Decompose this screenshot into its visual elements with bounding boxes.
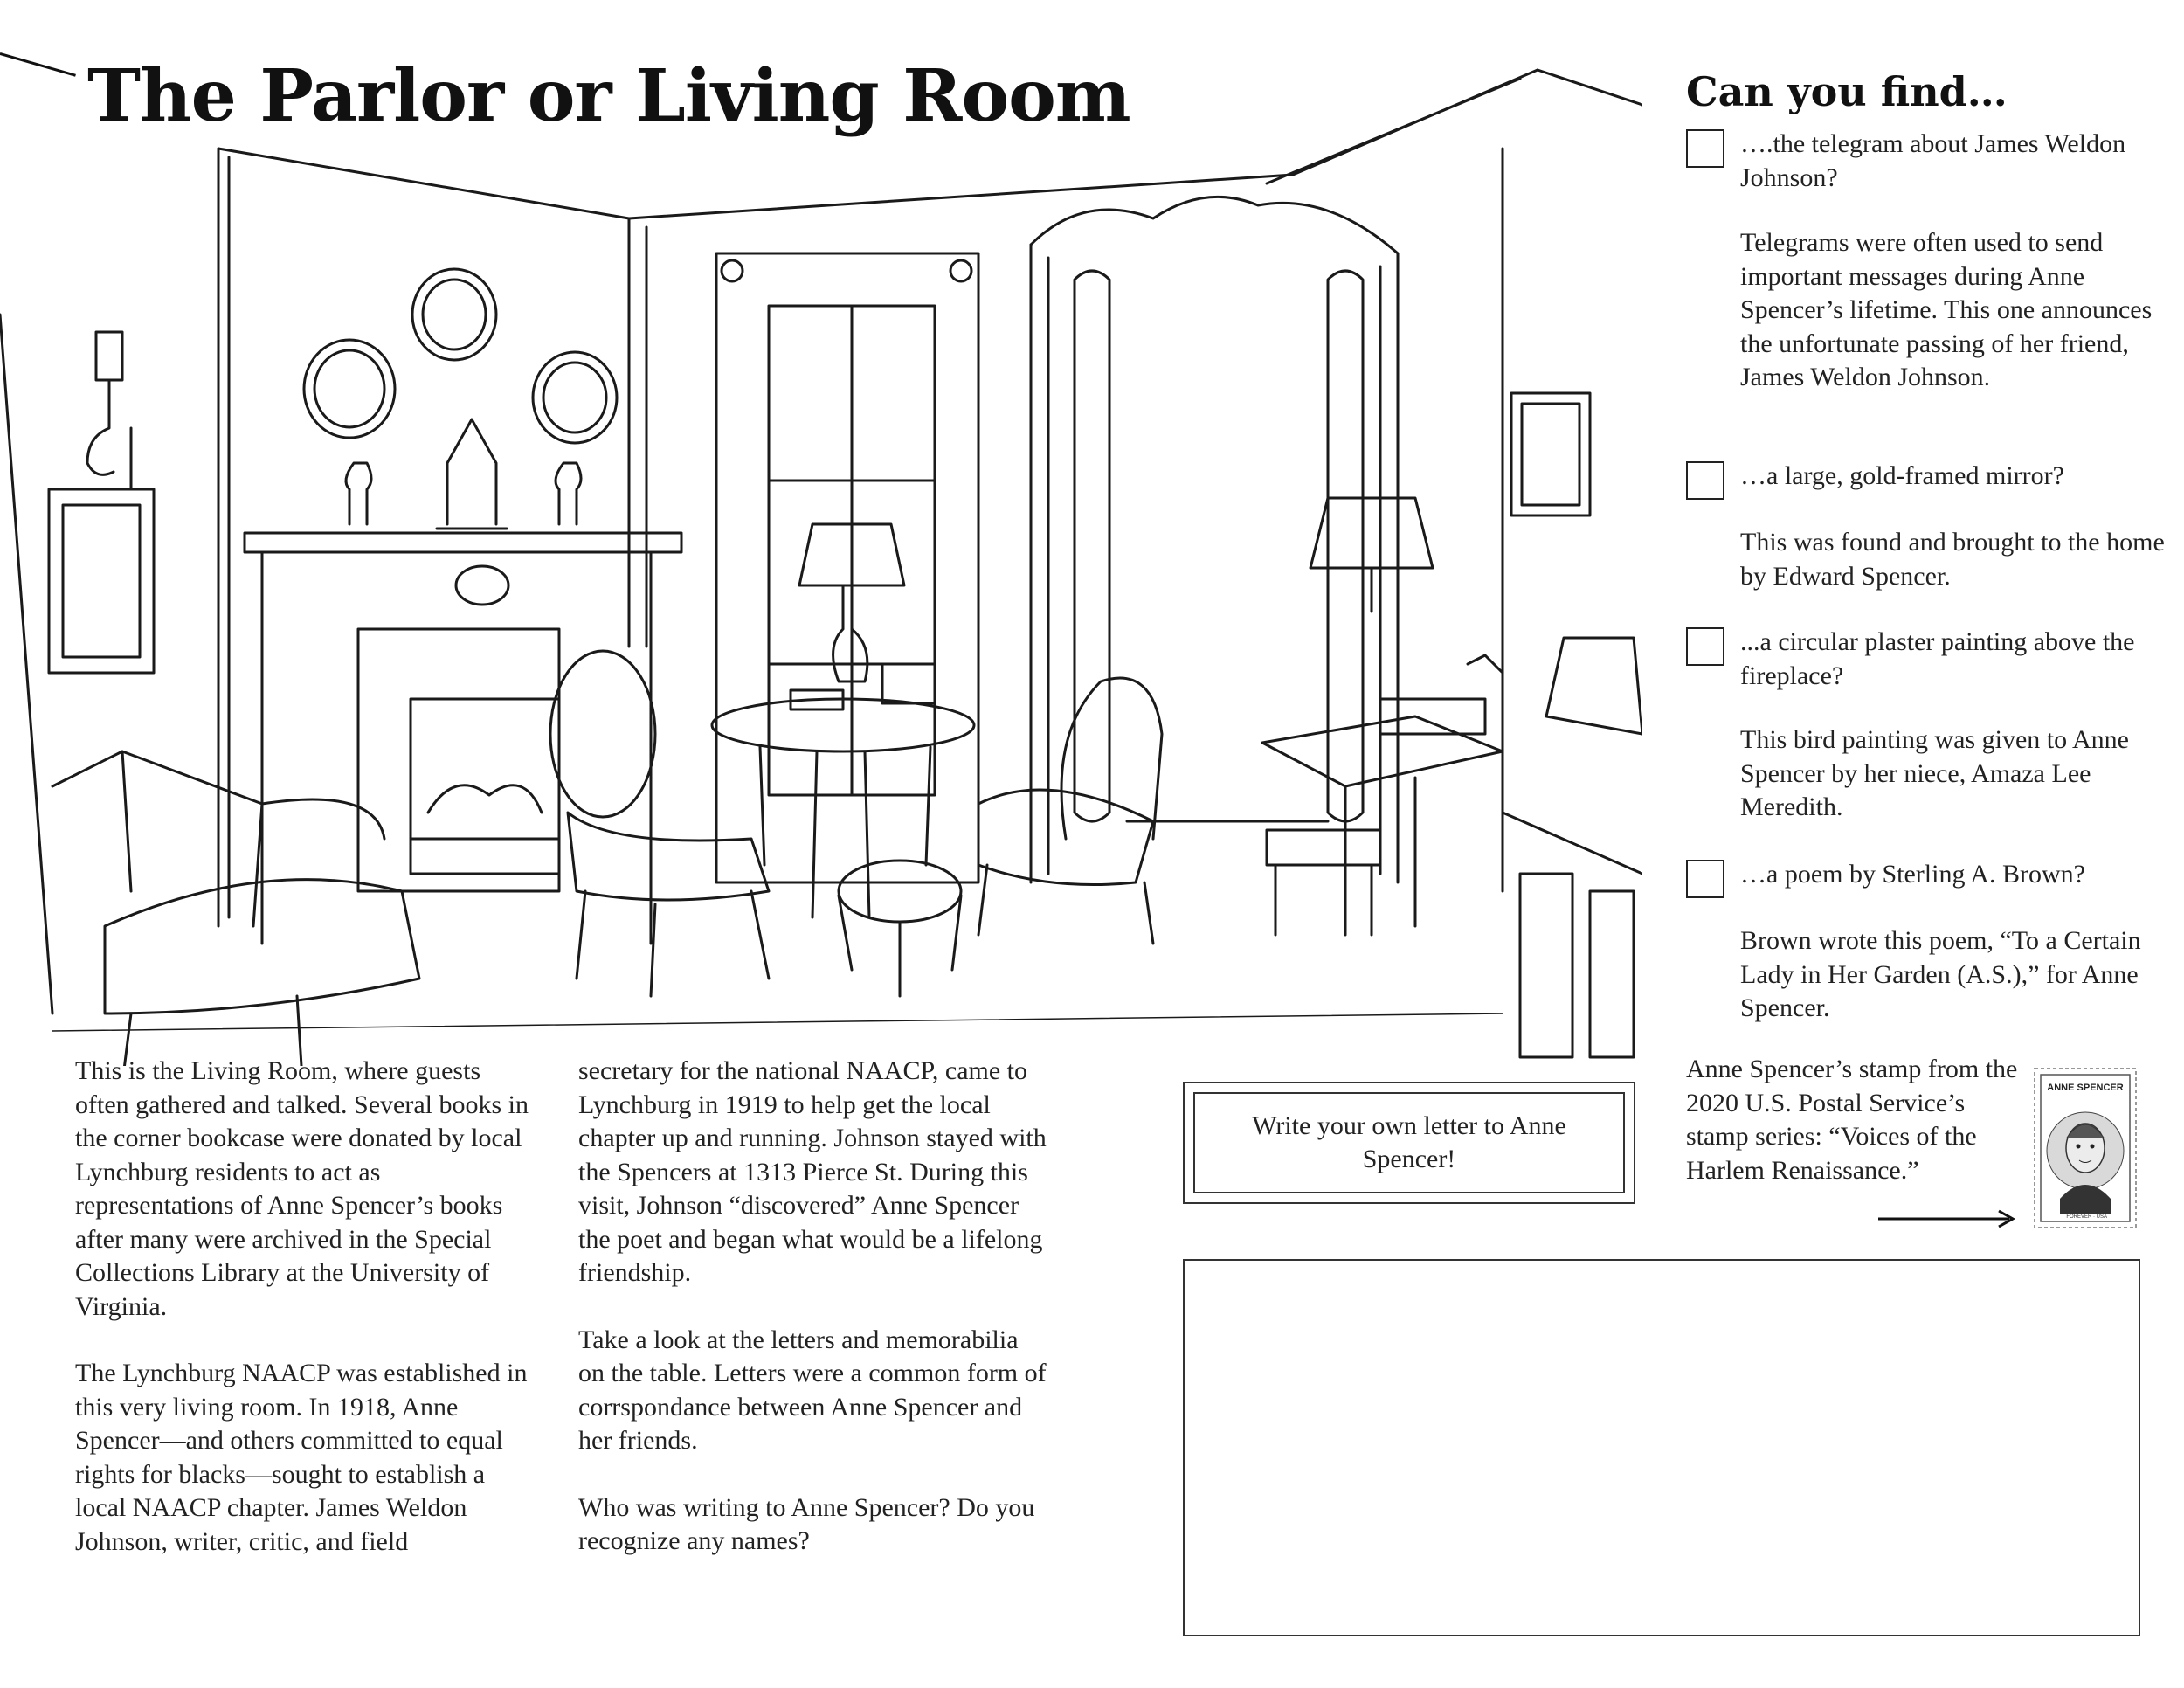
writing-desk bbox=[1262, 638, 1642, 935]
anne-spencer-stamp bbox=[2034, 1068, 2137, 1228]
find-answer: Telegrams were often used to send important messages during Anne Spencer’s lifetime. This one announces the unfortunate passing of her friend, James Weldon Johnson. bbox=[1740, 228, 2153, 391]
body-paragraph: Who was writing to Anne Spencer? Do you recognize any names? bbox=[578, 1492, 1035, 1555]
find-answer: This bird painting was given to Anne Spencer by her niece, Amaza Lee Meredith. bbox=[1740, 725, 2129, 821]
room-walls bbox=[0, 70, 1642, 1013]
stamp-denomination: FOREVER · USA bbox=[2066, 1214, 2107, 1220]
letter-writing-area[interactable] bbox=[1183, 1259, 2140, 1636]
find-question: …a poem by Sterling A. Brown? bbox=[1740, 860, 2085, 889]
find-item-telegram bbox=[1686, 128, 2175, 442]
find-answer: Brown wrote this poem, “To a Certain Lady in Her Garden (A.S.),” for Anne Spencer. bbox=[1740, 926, 2141, 1022]
wall-sconce bbox=[87, 332, 131, 489]
arrow-icon bbox=[1878, 1206, 2018, 1232]
find-item-mirror bbox=[1686, 460, 2175, 599]
footstool bbox=[839, 861, 961, 996]
bookcase bbox=[1503, 813, 1642, 1057]
mantel-clock bbox=[346, 419, 581, 529]
armchair-right bbox=[978, 678, 1162, 944]
stamp-caption: Anne Spencer’s stamp from the 2020 U.S. Postal Service’s stamp series: “Voices of the Harlem Renaissance.” bbox=[1686, 1055, 2018, 1185]
desk-stool bbox=[1267, 830, 1380, 935]
oval-back-chair bbox=[550, 651, 769, 996]
gold-framed-mirror bbox=[1031, 197, 1398, 882]
find-answer: This was found and brought to the home by Edward Spencer. bbox=[1740, 528, 2165, 591]
find-question: …a large, gold-framed mirror? bbox=[1740, 461, 2064, 490]
window bbox=[716, 253, 978, 882]
stamp-name: ANNE SPENCER bbox=[2047, 1083, 2124, 1093]
floor-line bbox=[52, 1013, 1503, 1031]
find-checkbox[interactable] bbox=[1686, 129, 1724, 168]
fireplace bbox=[245, 533, 681, 944]
body-paragraph: secretary for the national NAACP, came to Lynchburg in 1919 to help get the local chapter up and running. Johnson stayed with the Spencers at 1313 Pierce St. During this visit, Johnson “discovered” Anne Spencer the poet and began what would be a lifelong friendship. bbox=[578, 1056, 1047, 1287]
find-question: ….the telegram about James Weldon Johnson? bbox=[1740, 129, 2126, 192]
find-question: ...a circular plaster painting above the fireplace? bbox=[1740, 627, 2135, 690]
body-column-middle bbox=[578, 1055, 1050, 1592]
body-paragraph: Take a look at the letters and memorabilia on the table. Letters were a common form of corrspondance between Anne Spencer and her friends. bbox=[578, 1325, 1047, 1455]
find-section-title: Can you find… bbox=[1686, 68, 2008, 115]
find-item-plaster-painting bbox=[1686, 626, 2175, 827]
find-checkbox[interactable] bbox=[1686, 461, 1724, 500]
framed-picture-left bbox=[49, 489, 154, 673]
round-frames bbox=[304, 269, 617, 443]
framed-picture-right bbox=[1511, 393, 1590, 515]
find-item-poem bbox=[1686, 858, 2175, 1033]
armchair-left bbox=[52, 751, 419, 1066]
parlor-illustration bbox=[0, 52, 1642, 1066]
body-paragraph: The Lynchburg NAACP was established in this very living room. In 1918, Anne Spencer—and others committed to equal rights for blacks—sought to establish a local NAACP chapter. James Weldon Johnson, writer, critic, and field bbox=[75, 1359, 528, 1556]
find-checkbox[interactable] bbox=[1686, 860, 1724, 898]
find-checkbox[interactable] bbox=[1686, 627, 1724, 666]
page-title: The Parlor or Living Room bbox=[87, 54, 1130, 138]
body-paragraph: This is the Living Room, where guests often gathered and talked. Several books in the corner bookcase were donated by local Lynchburg residents to act as representations of Anne Spencer’s books after many were archived in the Special Collections Library at the University of Virginia. bbox=[75, 1056, 529, 1321]
letter-prompt-box bbox=[1183, 1082, 1635, 1204]
body-column-left bbox=[75, 1055, 529, 1592]
letter-prompt: Write your own letter to Anne Spencer! bbox=[1193, 1092, 1625, 1193]
